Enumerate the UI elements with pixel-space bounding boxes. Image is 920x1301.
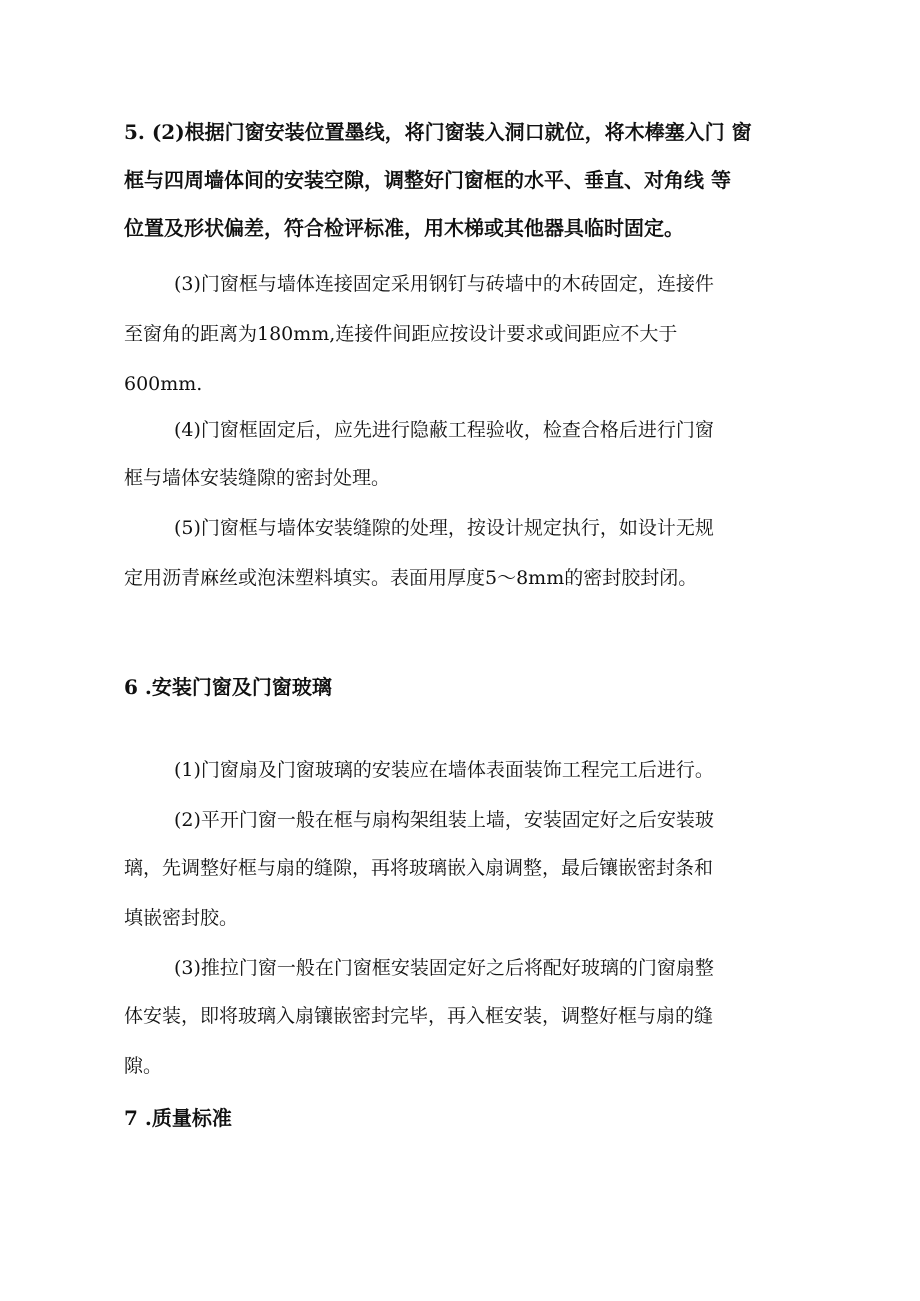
s6-p1-line-1: (1)门窗扇及门窗玻璃的安装应在墙体表面装饰工程完工后进行。	[174, 759, 714, 781]
s5-p4-line-1: (4)门窗框固定后，应先进行隐蔽工程验收，检查合格后进行门窗	[174, 419, 714, 441]
s5-p3-line-2: 至窗角的距离为180mm,连接件间距应按设计要求或间距应不大于	[124, 323, 678, 345]
section-7-heading: 7 .质量标准	[124, 1106, 232, 1130]
s5-p3-line-3: 600mm.	[124, 373, 203, 395]
section-6-heading: 6 .安装门窗及门窗玻璃	[124, 675, 332, 699]
s5-p2-line-3: 位置及形状偏差，符合检评标准，用木梯或其他器具临时固定。	[124, 216, 684, 240]
s6-p3-line-1: (3)推拉门窗一般在门窗框安装固定好之后将配好玻璃的门窗扇整	[174, 957, 714, 979]
s6-p2-line-1: (2)平开门窗一般在框与扇构架组装上墙，安装固定好之后安装玻	[174, 809, 714, 831]
s6-p3-line-3: 隙。	[124, 1055, 163, 1077]
s5-p5-line-2: 定用沥青麻丝或泡沫塑料填实。表面用厚度5～8mm的密封胶封闭。	[124, 567, 698, 589]
s6-p3-line-2: 体安装，即将玻璃入扇镶嵌密封完毕，再入框安装，调整好框与扇的缝	[124, 1005, 714, 1027]
s5-p2-line-2: 框与四周墙体间的安装空隙，调整好门窗框的水平、垂直、对角线 等	[124, 168, 731, 192]
s6-p2-line-2: 璃，先调整好框与扇的缝隙，再将玻璃嵌入扇调整，最后镶嵌密封条和	[124, 857, 714, 879]
s5-p2-line-1: 5. (2)根据门窗安装位置墨线，将门窗装入洞口就位，将木棒塞入门 窗	[124, 120, 752, 144]
s6-p2-line-3: 填嵌密封胶。	[124, 907, 239, 929]
s5-p3-line-1: (3)门窗框与墙体连接固定采用钢钉与砖墙中的木砖固定，连接件	[174, 273, 714, 295]
s5-p5-line-1: (5)门窗框与墙体安装缝隙的处理，按设计规定执行，如设计无规	[174, 517, 714, 539]
s5-p4-line-2: 框与墙体安装缝隙的密封处理。	[124, 467, 391, 489]
